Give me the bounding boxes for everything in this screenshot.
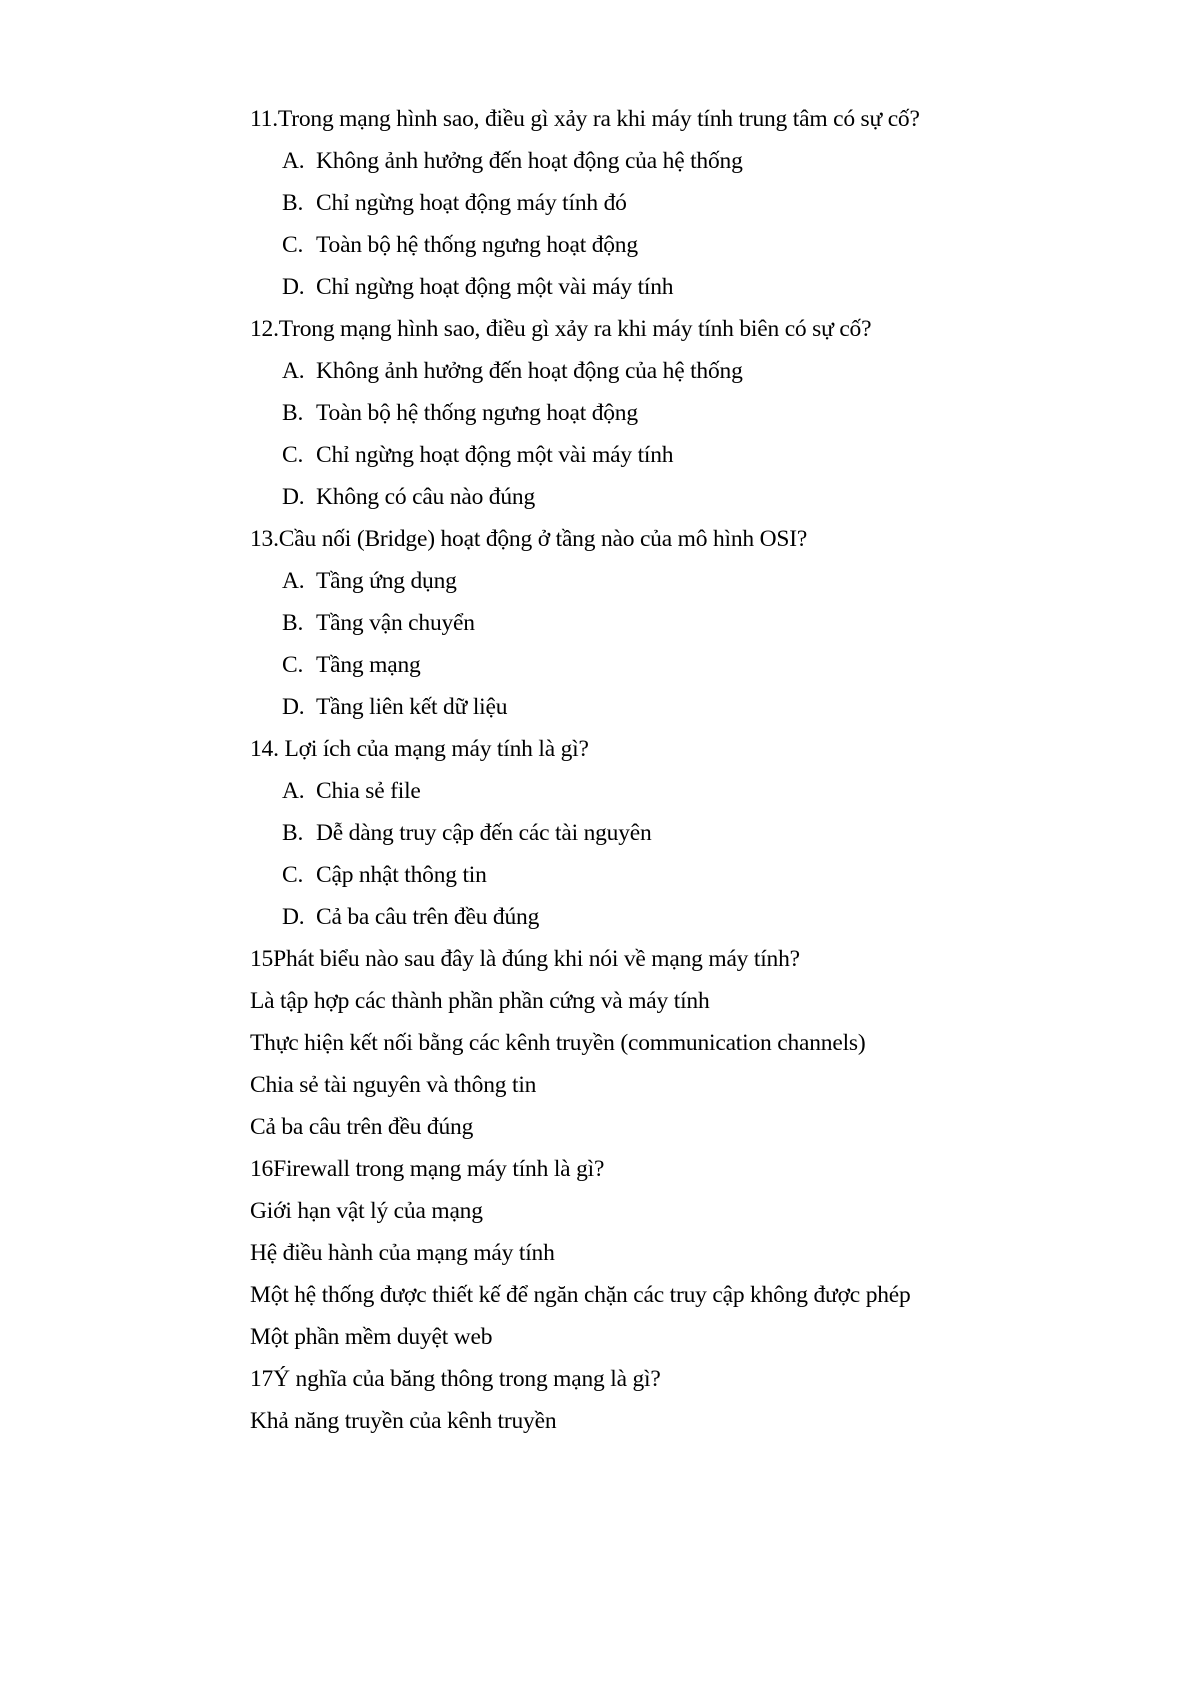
option-text: Thực hiện kết nối bằng các kênh truyền (communication channels): [250, 1030, 866, 1056]
option-text: Khả năng truyền của kênh truyền: [250, 1408, 557, 1434]
question-15-option-3: [250, 1070, 536, 1100]
option-letter: A.: [282, 568, 305, 594]
question-number: 14.: [250, 736, 279, 762]
question-13: [250, 524, 807, 554]
question-14: [250, 734, 589, 764]
question-16-option-3: [250, 1280, 911, 1310]
option-text: Chia sẻ file: [316, 778, 421, 804]
option-letter: D.: [282, 694, 305, 720]
question-16-option-2: [250, 1238, 555, 1268]
option-text: Toàn bộ hệ thống ngưng hoạt động: [316, 232, 638, 258]
option-letter: C.: [282, 442, 304, 468]
question-number: 17: [250, 1366, 274, 1392]
question-text: Trong mạng hình sao, điều gì xảy ra khi máy tính trung tâm có sự cố?: [277, 106, 920, 132]
question-15-option-4: [250, 1112, 473, 1142]
question-13-option-a: [282, 566, 457, 596]
option-letter: A.: [282, 358, 305, 384]
option-text: Không ảnh hưởng đến hoạt động của hệ thống: [316, 148, 743, 174]
option-text: Không có câu nào đúng: [316, 484, 535, 510]
question-number: 15: [250, 946, 274, 972]
question-11-option-b: [282, 188, 627, 218]
option-letter: C.: [282, 232, 304, 258]
option-text: Giới hạn vật lý của mạng: [250, 1198, 483, 1224]
option-text: Là tập hợp các thành phần phần cứng và máy tính: [250, 988, 710, 1014]
option-text: Tầng mạng: [316, 652, 421, 678]
question-text: Firewall trong mạng máy tính là gì?: [273, 1156, 605, 1182]
option-letter: B.: [282, 610, 304, 636]
option-text: Tầng liên kết dữ liệu: [316, 694, 508, 720]
question-15-option-1: [250, 986, 710, 1016]
option-text: Cập nhật thông tin: [316, 862, 487, 888]
question-17-option-1: [250, 1406, 556, 1436]
question-13-option-c: [282, 650, 421, 680]
option-letter: D.: [282, 484, 305, 510]
question-12-option-a: [282, 356, 743, 386]
question-14-option-a: [282, 776, 421, 806]
question-17: [250, 1364, 661, 1394]
question-12-option-d: [282, 482, 535, 512]
question-11-option-a: [282, 146, 743, 176]
option-text: Một phần mềm duyệt web: [250, 1324, 493, 1350]
option-letter: A.: [282, 148, 305, 174]
option-text: Cả ba câu trên đều đúng: [250, 1114, 474, 1140]
option-letter: D.: [282, 904, 305, 930]
question-text: Cầu nối (Bridge) hoạt động ở tầng nào của mô hình OSI?: [278, 526, 808, 552]
question-16-option-4: [250, 1322, 492, 1352]
question-11-option-c: [282, 230, 638, 260]
question-15-option-2: [250, 1028, 866, 1058]
question-text: Phát biểu nào sau đây là đúng khi nói về mạng máy tính?: [273, 946, 800, 972]
option-text: Tầng vận chuyển: [316, 610, 475, 636]
question-12-option-c: [282, 440, 673, 470]
option-text: Chỉ ngừng hoạt động máy tính đó: [316, 190, 627, 216]
question-12: [250, 314, 871, 344]
question-15: [250, 944, 800, 974]
option-letter: B.: [282, 190, 304, 216]
question-number: 11.: [250, 106, 278, 132]
question-14-option-d: [282, 902, 539, 932]
option-text: Chỉ ngừng hoạt động một vài máy tính: [316, 442, 674, 468]
question-14-option-c: [282, 860, 487, 890]
question-16: [250, 1154, 604, 1184]
option-text: Dễ dàng truy cập đến các tài nguyên: [316, 820, 652, 846]
option-letter: B.: [282, 400, 304, 426]
option-letter: B.: [282, 820, 304, 846]
question-16-option-1: [250, 1196, 483, 1226]
question-text: Trong mạng hình sao, điều gì xảy ra khi máy tính biên có sự cố?: [278, 316, 872, 342]
question-12-option-b: [282, 398, 638, 428]
question-number: 16: [250, 1156, 274, 1182]
option-text: Hệ điều hành của mạng máy tính: [250, 1240, 555, 1266]
option-letter: A.: [282, 778, 305, 804]
option-letter: D.: [282, 274, 305, 300]
question-text: Ý nghĩa của băng thông trong mạng là gì?: [273, 1366, 661, 1392]
option-text: Cả ba câu trên đều đúng: [316, 904, 540, 930]
option-letter: C.: [282, 862, 304, 888]
option-text: Một hệ thống được thiết kế để ngăn chặn các truy cập không được phép: [250, 1282, 911, 1308]
option-text: Tầng ứng dụng: [316, 568, 457, 594]
question-11: [250, 104, 920, 134]
option-text: Chia sẻ tài nguyên và thông tin: [250, 1072, 537, 1098]
question-number: 12.: [250, 316, 279, 342]
question-14-option-b: [282, 818, 652, 848]
option-text: Toàn bộ hệ thống ngưng hoạt động: [316, 400, 638, 426]
question-13-option-d: [282, 692, 507, 722]
question-11-option-d: [282, 272, 673, 302]
question-number: 13.: [250, 526, 279, 552]
option-text: Chỉ ngừng hoạt động một vài máy tính: [316, 274, 674, 300]
option-text: Không ảnh hưởng đến hoạt động của hệ thống: [316, 358, 743, 384]
question-13-option-b: [282, 608, 475, 638]
option-letter: C.: [282, 652, 304, 678]
question-text: Lợi ích của mạng máy tính là gì?: [278, 736, 589, 762]
